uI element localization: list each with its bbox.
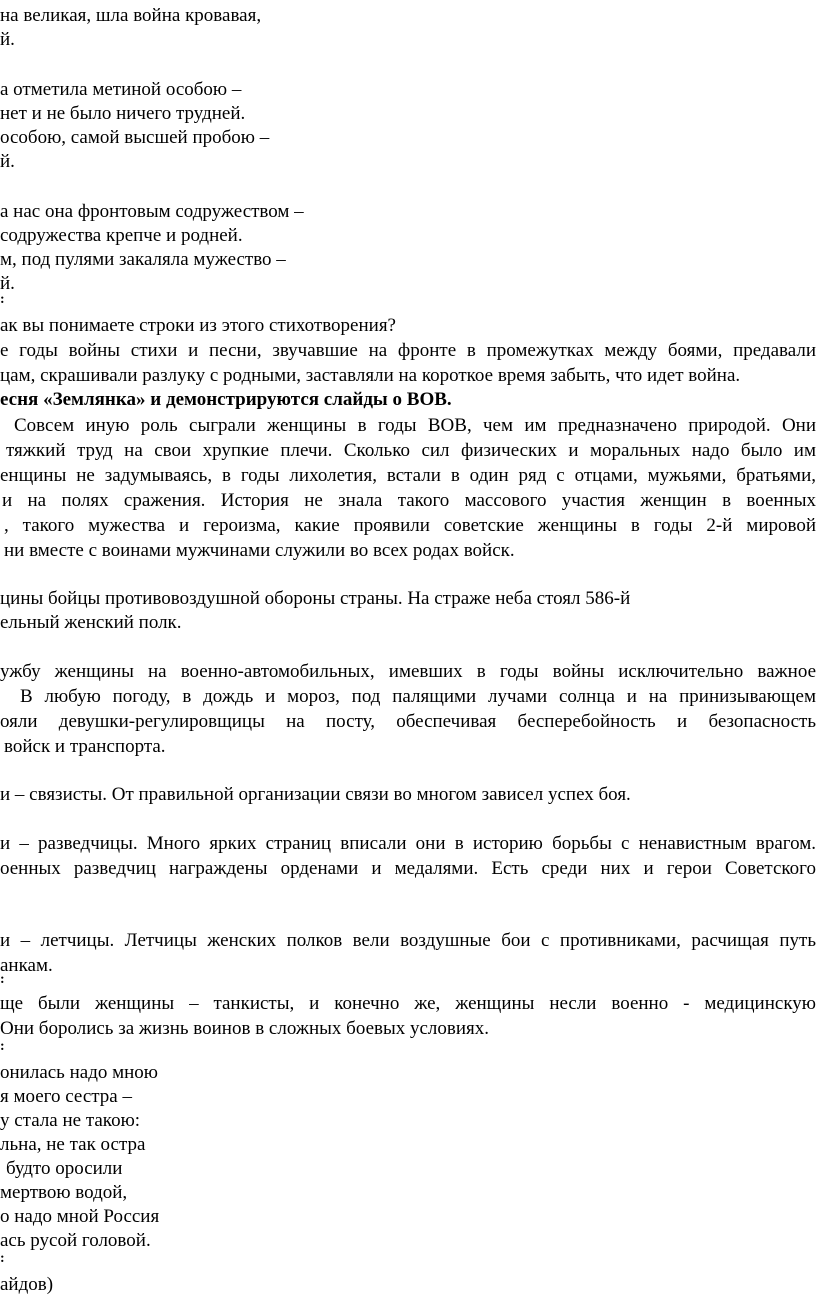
- speaker-colon: :: [0, 1251, 5, 1266]
- paragraph-line: Они боролись за жизнь воинов в сложных боевых условиях.: [0, 1018, 490, 1039]
- paragraph-line: и – связисты. От правильной организации связи во многом зависел успех боя.: [0, 784, 631, 805]
- poem-line-1: на великая, шла война кровавая,: [0, 5, 262, 26]
- poem-line-3: а отметила метиной особою –: [0, 79, 242, 100]
- poem-line-10: й.: [0, 273, 15, 294]
- speaker-colon: :: [0, 292, 5, 307]
- paragraph-line: , такого мужества и героизма, какие проявили советские женщины в годы 2-й мировой: [4, 515, 816, 536]
- poem-line-14: льна, не так остра: [0, 1134, 146, 1155]
- poem-line-16: мертвою водой,: [0, 1182, 128, 1203]
- poem-line-12: я моего сестра –: [0, 1086, 132, 1107]
- paragraph-line: тяжкий труд на свои хрупкие плечи. Сколько сил физических и моральных надо было им: [6, 440, 816, 461]
- paragraph-line: ельный женский полк.: [0, 612, 182, 633]
- speaker-colon: :: [0, 972, 5, 987]
- paragraph-line: и – летчицы. Летчицы женских полков вели воздушные бои с противниками, расчищая путь: [0, 930, 816, 951]
- paragraph-line: цины бойцы противовоздушной обороны страны. На страже неба стоял 586-й: [0, 588, 631, 609]
- paragraph-line: Совсем иную роль сыграли женщины в годы ВОВ, чем им предназначено природой. Они: [14, 415, 816, 436]
- question-line: ак вы понимаете строки из этого стихотворения?: [0, 315, 396, 336]
- song-caption: есня «Землянка» и демонстрируются слайды о ВОВ.: [0, 389, 452, 410]
- paragraph-line: ни вместе с воинами мужчинами служили во всех родах войск.: [4, 540, 515, 561]
- poem-line-4: нет и не было ничего трудней.: [0, 103, 246, 124]
- paragraph-line: анкам.: [0, 955, 53, 976]
- paragraph-line: и – разведчицы. Много ярких страниц вписали они в историю борьбы с ненавистным врагом.: [0, 833, 816, 854]
- paragraph-line: оенных разведчиц награждены орденами и медалями. Есть среди них и герои Советского: [0, 858, 816, 879]
- paragraph-line: В любую погоду, в дождь и мороз, под палящими лучами солнца и на принизывающем: [20, 686, 816, 707]
- speaker-colon: :: [0, 1039, 5, 1054]
- paragraph-line: е годы войны стихи и песни, звучавшие на фронте в промежутках между боями, предавали: [0, 340, 816, 361]
- paragraph-line: ояли девушки-регулировщицы на посту, обеспечивая бесперебойность и безопасность: [0, 711, 816, 732]
- paragraph-line: и на полях сражения. История не знала такого массового участия женщин в военных: [2, 490, 816, 511]
- poem-line-6: й.: [0, 151, 15, 172]
- paragraph-line: енщины не задумываясь, в годы лихолетия, встали в один ряд с отцами, мужьями, братьями,: [0, 465, 816, 486]
- poem-line-9: м, под пулями закаляла мужество –: [0, 249, 286, 270]
- slides-note: айдов): [0, 1274, 54, 1295]
- poem-line-8: содружества крепче и родней.: [0, 225, 243, 246]
- poem-line-2: й.: [0, 29, 15, 50]
- poem-line-17: о надо мной Россия: [0, 1206, 160, 1227]
- poem-line-7: а нас она фронтовым содружеством –: [0, 201, 304, 222]
- paragraph-line: войск и транспорта.: [4, 736, 166, 757]
- paragraph-line: ужбу женщины на военно-автомобильных, имевших в годы войны исключительно важное: [0, 661, 816, 682]
- poem-line-13: у стала не такою:: [0, 1110, 141, 1131]
- paragraph-line: цам, скрашивали разлуку с родными, заставляли на короткое время забыть, что идет война.: [0, 365, 741, 386]
- poem-line-15: будто оросили: [6, 1158, 123, 1179]
- poem-line-18: ась русой головой.: [0, 1230, 151, 1251]
- poem-line-11: онилась надо мною: [0, 1062, 159, 1083]
- poem-line-5: особою, самой высшей пробою –: [0, 127, 270, 148]
- paragraph-line: ще были женщины – танкисты, и конечно же, женщины несли военно - медицинскую: [0, 993, 816, 1014]
